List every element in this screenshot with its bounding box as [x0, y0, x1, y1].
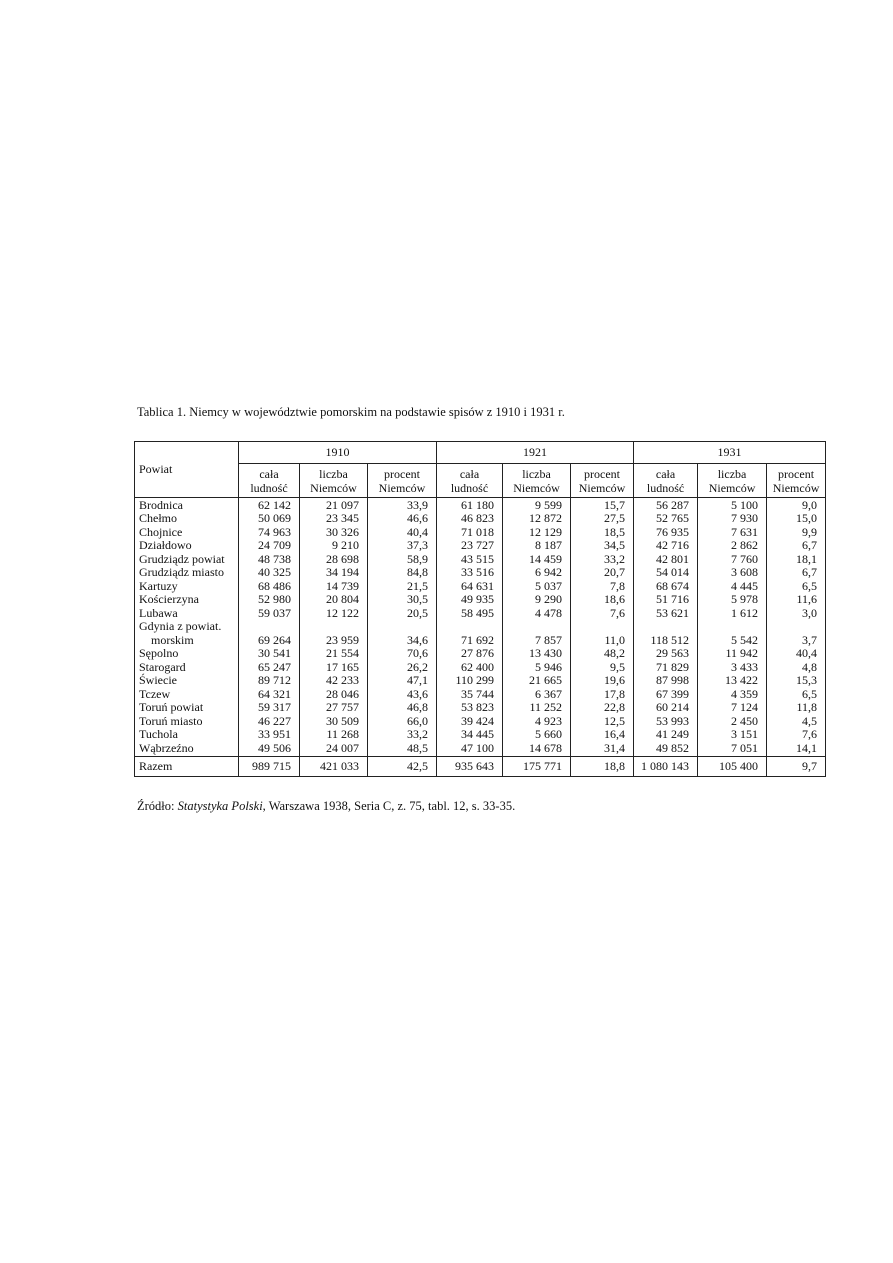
- cell-value: 89 712: [239, 674, 300, 688]
- powiat-name: [135, 553, 239, 567]
- cell-value: 61 180: [437, 497, 503, 512]
- source-note: [137, 799, 515, 814]
- cell-value: 58 495: [437, 607, 503, 621]
- cell-value: 53 621: [634, 607, 698, 621]
- powiat-name-line: Grudziądz powiat: [139, 551, 225, 566]
- cell-value: 64 631: [437, 580, 503, 594]
- cell-value: 42 801: [634, 553, 698, 567]
- powiat-name: [135, 674, 239, 688]
- powiat-name-line: Tuchola: [139, 727, 178, 741]
- cell-value: 7 051: [698, 742, 767, 757]
- cell-value: 40,4: [767, 647, 826, 661]
- cell-value: 7 631: [698, 526, 767, 540]
- cell-value: 3 433: [698, 661, 767, 675]
- table-row: [135, 526, 826, 540]
- cell-value: 49 935: [437, 593, 503, 607]
- powiat-name-line: Grudziądz miasto: [139, 565, 224, 579]
- cell-value: 59 037: [239, 607, 300, 621]
- cell-value: 2 862: [698, 539, 767, 553]
- cell-value: 17,8: [571, 688, 634, 702]
- cell-value: 11 942: [698, 647, 767, 661]
- cell-value: 30,5: [368, 593, 437, 607]
- cell-value: 40 325: [239, 566, 300, 580]
- cell-value: 33,9: [368, 497, 437, 512]
- sub-header: [698, 463, 767, 497]
- total-value: 421 033: [300, 757, 368, 777]
- cell-value: 65 247: [239, 661, 300, 675]
- cell-value: 34 194: [300, 566, 368, 580]
- cell-value: 67 399: [634, 688, 698, 702]
- cell-value: 9 290: [503, 593, 571, 607]
- cell-value: 74 963: [239, 526, 300, 540]
- cell-value: 11 252: [503, 701, 571, 715]
- cell-value: 42 233: [300, 674, 368, 688]
- total-label: Razem: [135, 757, 239, 777]
- cell-value: 4 359: [698, 688, 767, 702]
- cell-value: 8 187: [503, 539, 571, 553]
- cell-value: 50 069: [239, 512, 300, 526]
- cell-value: 33 516: [437, 566, 503, 580]
- cell-value: 6,7: [767, 566, 826, 580]
- total-value: 9,7: [767, 757, 826, 777]
- cell-value: 12 129: [503, 526, 571, 540]
- cell-value: 49 506: [239, 742, 300, 757]
- cell-value: 118 512: [634, 620, 698, 647]
- cell-value: 4,5: [767, 715, 826, 729]
- table-row: [135, 512, 826, 526]
- cell-value: 37,3: [368, 539, 437, 553]
- cell-value: 7,6: [571, 607, 634, 621]
- total-value: 935 643: [437, 757, 503, 777]
- cell-value: 11,6: [767, 593, 826, 607]
- cell-value: 71 018: [437, 526, 503, 540]
- sub-header-line: cała: [459, 466, 480, 481]
- cell-value: 71 829: [634, 661, 698, 675]
- cell-value: 27,5: [571, 512, 634, 526]
- total-value: 1 080 143: [634, 757, 698, 777]
- cell-value: 5 100: [698, 497, 767, 512]
- sub-header-line: Niemców: [310, 480, 357, 495]
- cell-value: 76 935: [634, 526, 698, 540]
- table-row: [135, 661, 826, 675]
- table-row: [135, 742, 826, 757]
- powiat-name-line: Wąbrzeźno: [139, 740, 194, 755]
- cell-value: 31,4: [571, 742, 634, 757]
- cell-value: 27 757: [300, 701, 368, 715]
- cell-value: 5 946: [503, 661, 571, 675]
- cell-value: 66,0: [368, 715, 437, 729]
- cell-value: 48,2: [571, 647, 634, 661]
- total-value: 18,8: [571, 757, 634, 777]
- powiat-name: [135, 526, 239, 540]
- cell-value: 7 930: [698, 512, 767, 526]
- cell-value: 14 678: [503, 742, 571, 757]
- sub-header: [437, 463, 503, 497]
- powiat-name: [135, 661, 239, 675]
- cell-value: 34,6: [368, 620, 437, 647]
- cell-value: 46,8: [368, 701, 437, 715]
- sub-header-line: Niemców: [578, 480, 626, 495]
- cell-value: 6,5: [767, 688, 826, 702]
- cell-value: 51 716: [634, 593, 698, 607]
- cell-value: 12 122: [300, 607, 368, 621]
- cell-value: 12 872: [503, 512, 571, 526]
- cell-value: 52 980: [239, 593, 300, 607]
- cell-value: 41 249: [634, 728, 698, 742]
- sub-header-line: ludność: [250, 480, 288, 495]
- sub-header-line: procent: [584, 466, 621, 481]
- cell-value: 46 823: [437, 512, 503, 526]
- source-prefix: Źródło:: [137, 799, 178, 813]
- powiat-name: [135, 647, 239, 661]
- cell-value: 18,1: [767, 553, 826, 567]
- cell-value: 21 665: [503, 674, 571, 688]
- cell-value: 1 612: [698, 607, 767, 621]
- cell-value: 18,5: [571, 526, 634, 540]
- powiat-name: [135, 688, 239, 702]
- cell-value: 69 264: [239, 620, 300, 647]
- powiat-name-line: Kartuzy: [139, 578, 178, 593]
- cell-value: 110 299: [437, 674, 503, 688]
- cell-value: 30 326: [300, 526, 368, 540]
- powiat-name-line: Toruń powiat: [139, 700, 204, 714]
- cell-value: 3,7: [767, 620, 826, 647]
- sub-header: [767, 463, 826, 497]
- cell-value: 26,2: [368, 661, 437, 675]
- cell-value: 59 317: [239, 701, 300, 715]
- cell-value: 6,5: [767, 580, 826, 594]
- cell-value: 40,4: [368, 526, 437, 540]
- cell-value: 47 100: [437, 742, 503, 757]
- sub-header-line: cała: [655, 466, 676, 481]
- cell-value: 46,6: [368, 512, 437, 526]
- cell-value: 5 037: [503, 580, 571, 594]
- total-row: [135, 757, 826, 777]
- sub-header-line: Niemców: [513, 480, 560, 495]
- sub-header-line: procent: [384, 466, 420, 481]
- cell-value: 16,4: [571, 728, 634, 742]
- cell-value: 53 823: [437, 701, 503, 715]
- cell-value: 62 142: [239, 497, 300, 512]
- cell-value: 20,5: [368, 607, 437, 621]
- cell-value: 3 151: [698, 728, 767, 742]
- powiat-name-line: Kościerzyna: [139, 592, 199, 606]
- cell-value: 68 674: [634, 580, 698, 594]
- cell-value: 13 422: [698, 674, 767, 688]
- total-value: 989 715: [239, 757, 300, 777]
- powiat-name-line: Toruń miasto: [139, 713, 203, 728]
- cell-value: 23 959: [300, 620, 368, 647]
- powiat-name-line: Chełmo: [139, 511, 177, 525]
- sub-header-line: procent: [778, 466, 815, 481]
- table-row: [135, 688, 826, 702]
- cell-value: 60 214: [634, 701, 698, 715]
- powiat-name: [135, 566, 239, 580]
- table-row: [135, 566, 826, 580]
- table-row: [135, 728, 826, 742]
- cell-value: 3 608: [698, 566, 767, 580]
- cell-value: 5 660: [503, 728, 571, 742]
- powiat-name: [135, 701, 239, 715]
- table-row: [135, 674, 826, 688]
- cell-value: 7 124: [698, 701, 767, 715]
- cell-value: 84,8: [368, 566, 437, 580]
- powiat-name-line: Lubawa: [139, 605, 178, 620]
- source-title: Statystyka Polski: [177, 799, 263, 813]
- cell-value: 22,8: [571, 701, 634, 715]
- powiat-name: [135, 715, 239, 729]
- cell-value: 14 739: [300, 580, 368, 594]
- cell-value: 7 857: [503, 620, 571, 647]
- powiat-name: [135, 539, 239, 553]
- cell-value: 9,9: [767, 526, 826, 540]
- cell-value: 28 046: [300, 688, 368, 702]
- cell-value: 30 509: [300, 715, 368, 729]
- cell-value: 4 478: [503, 607, 571, 621]
- cell-value: 42 716: [634, 539, 698, 553]
- sub-header-line: liczba: [522, 466, 551, 481]
- table-row: [135, 620, 826, 647]
- powiat-name: [135, 728, 239, 742]
- cell-value: 14 459: [503, 553, 571, 567]
- cell-value: 9,0: [767, 497, 826, 512]
- table-header: [135, 442, 826, 498]
- powiat-name: [135, 593, 239, 607]
- cell-value: 34,5: [571, 539, 634, 553]
- powiat-name: [135, 497, 239, 512]
- cell-value: 5 542: [698, 620, 767, 647]
- cell-value: 19,6: [571, 674, 634, 688]
- cell-value: 33,2: [368, 728, 437, 742]
- cell-value: 12,5: [571, 715, 634, 729]
- sub-header-row: [135, 463, 826, 497]
- cell-value: 18,6: [571, 593, 634, 607]
- cell-value: 46 227: [239, 715, 300, 729]
- powiat-name: [135, 742, 239, 757]
- cell-value: 21,5: [368, 580, 437, 594]
- cell-value: 11,8: [767, 701, 826, 715]
- cell-value: 9 599: [503, 497, 571, 512]
- cell-value: 28 698: [300, 553, 368, 567]
- table-row: [135, 497, 826, 512]
- sub-header: [368, 463, 437, 497]
- cell-value: 15,0: [767, 512, 826, 526]
- cell-value: 30 541: [239, 647, 300, 661]
- powiat-name-line: Chojnice: [139, 524, 183, 539]
- cell-value: 39 424: [437, 715, 503, 729]
- powiat-name-line: Gdynia z powiat.: [139, 619, 222, 633]
- total-value: 105 400: [698, 757, 767, 777]
- cell-value: 23 345: [300, 512, 368, 526]
- sub-header-line: liczba: [319, 466, 348, 481]
- cell-value: 6,7: [767, 539, 826, 553]
- cell-value: 24 709: [239, 539, 300, 553]
- cell-value: 33 951: [239, 728, 300, 742]
- cell-value: 6 942: [503, 566, 571, 580]
- table-row: [135, 607, 826, 621]
- cell-value: 11 268: [300, 728, 368, 742]
- cell-value: 14,1: [767, 742, 826, 757]
- cell-value: 62 400: [437, 661, 503, 675]
- powiat-header: Powiat: [135, 442, 239, 498]
- sub-header: [571, 463, 634, 497]
- table-row: [135, 701, 826, 715]
- table-row: [135, 580, 826, 594]
- cell-value: 13 430: [503, 647, 571, 661]
- powiat-name-line: Brodnica: [139, 497, 183, 512]
- cell-value: 2 450: [698, 715, 767, 729]
- cell-value: 27 876: [437, 647, 503, 661]
- table-row: [135, 553, 826, 567]
- powiat-name: [135, 620, 239, 647]
- cell-value: 4 923: [503, 715, 571, 729]
- cell-value: 29 563: [634, 647, 698, 661]
- cell-value: 15,7: [571, 497, 634, 512]
- cell-value: 20,7: [571, 566, 634, 580]
- sub-header: [300, 463, 368, 497]
- sub-header-line: Niemców: [772, 480, 820, 495]
- cell-value: 7,6: [767, 728, 826, 742]
- cell-value: 34 445: [437, 728, 503, 742]
- cell-value: 70,6: [368, 647, 437, 661]
- powiat-name-line: Sępolno: [139, 646, 179, 660]
- cell-value: 20 804: [300, 593, 368, 607]
- cell-value: 7 760: [698, 553, 767, 567]
- source-details: , Warszawa 1938, Seria C, z. 75, tabl. 12, s. 33-35.: [262, 799, 516, 813]
- cell-value: 48,5: [368, 742, 437, 757]
- year-header-1931: 1931: [634, 442, 826, 464]
- total-value: 175 771: [503, 757, 571, 777]
- powiat-name-line: Świecie: [139, 673, 177, 687]
- cell-value: 47,1: [368, 674, 437, 688]
- sub-header-line: ludność: [450, 480, 489, 495]
- cell-value: 11,0: [571, 620, 634, 647]
- powiat-name: [135, 512, 239, 526]
- census-table: [134, 441, 826, 777]
- table-caption: Tablica 1. Niemcy w województwie pomorskim na podstawie spisów z 1910 i 1931 r.: [137, 405, 565, 419]
- cell-value: 35 744: [437, 688, 503, 702]
- table-row: [135, 647, 826, 661]
- cell-value: 4 445: [698, 580, 767, 594]
- cell-value: 48 738: [239, 553, 300, 567]
- sub-header-line: cała: [259, 466, 279, 481]
- table-row: [135, 715, 826, 729]
- cell-value: 7,8: [571, 580, 634, 594]
- cell-value: 33,2: [571, 553, 634, 567]
- sub-header: [634, 463, 698, 497]
- total-value: 42,5: [368, 757, 437, 777]
- powiat-name: [135, 580, 239, 594]
- powiat-name-line: Starogard: [139, 659, 186, 674]
- cell-value: 24 007: [300, 742, 368, 757]
- cell-value: 58,9: [368, 553, 437, 567]
- sub-header: [503, 463, 571, 497]
- sub-header-line: ludność: [646, 480, 685, 495]
- year-header-1921: 1921: [437, 442, 634, 464]
- cell-value: 9 210: [300, 539, 368, 553]
- cell-value: 52 765: [634, 512, 698, 526]
- table-row: [135, 539, 826, 553]
- cell-value: 17 165: [300, 661, 368, 675]
- sub-header: [239, 463, 300, 497]
- cell-value: 21 097: [300, 497, 368, 512]
- cell-value: 56 287: [634, 497, 698, 512]
- powiat-name-line: Tczew: [139, 686, 171, 701]
- sub-header-line: Niemców: [378, 480, 426, 495]
- cell-value: 23 727: [437, 539, 503, 553]
- cell-value: 87 998: [634, 674, 698, 688]
- table-row: [135, 593, 826, 607]
- powiat-name-line: morskim: [151, 632, 194, 647]
- cell-value: 4,8: [767, 661, 826, 675]
- sub-header-line: Niemców: [708, 480, 756, 495]
- cell-value: 6 367: [503, 688, 571, 702]
- cell-value: 68 486: [239, 580, 300, 594]
- table-body: [135, 497, 826, 757]
- cell-value: 15,3: [767, 674, 826, 688]
- cell-value: 5 978: [698, 593, 767, 607]
- cell-value: 71 692: [437, 620, 503, 647]
- cell-value: 43,6: [368, 688, 437, 702]
- cell-value: 53 993: [634, 715, 698, 729]
- sub-header-line: liczba: [717, 466, 747, 481]
- cell-value: 21 554: [300, 647, 368, 661]
- cell-value: 64 321: [239, 688, 300, 702]
- cell-value: 9,5: [571, 661, 634, 675]
- year-header-1910: 1910: [239, 442, 437, 464]
- powiat-name: [135, 607, 239, 621]
- cell-value: 49 852: [634, 742, 698, 757]
- powiat-name-line: Działdowo: [139, 538, 192, 552]
- cell-value: 3,0: [767, 607, 826, 621]
- cell-value: 43 515: [437, 553, 503, 567]
- cell-value: 54 014: [634, 566, 698, 580]
